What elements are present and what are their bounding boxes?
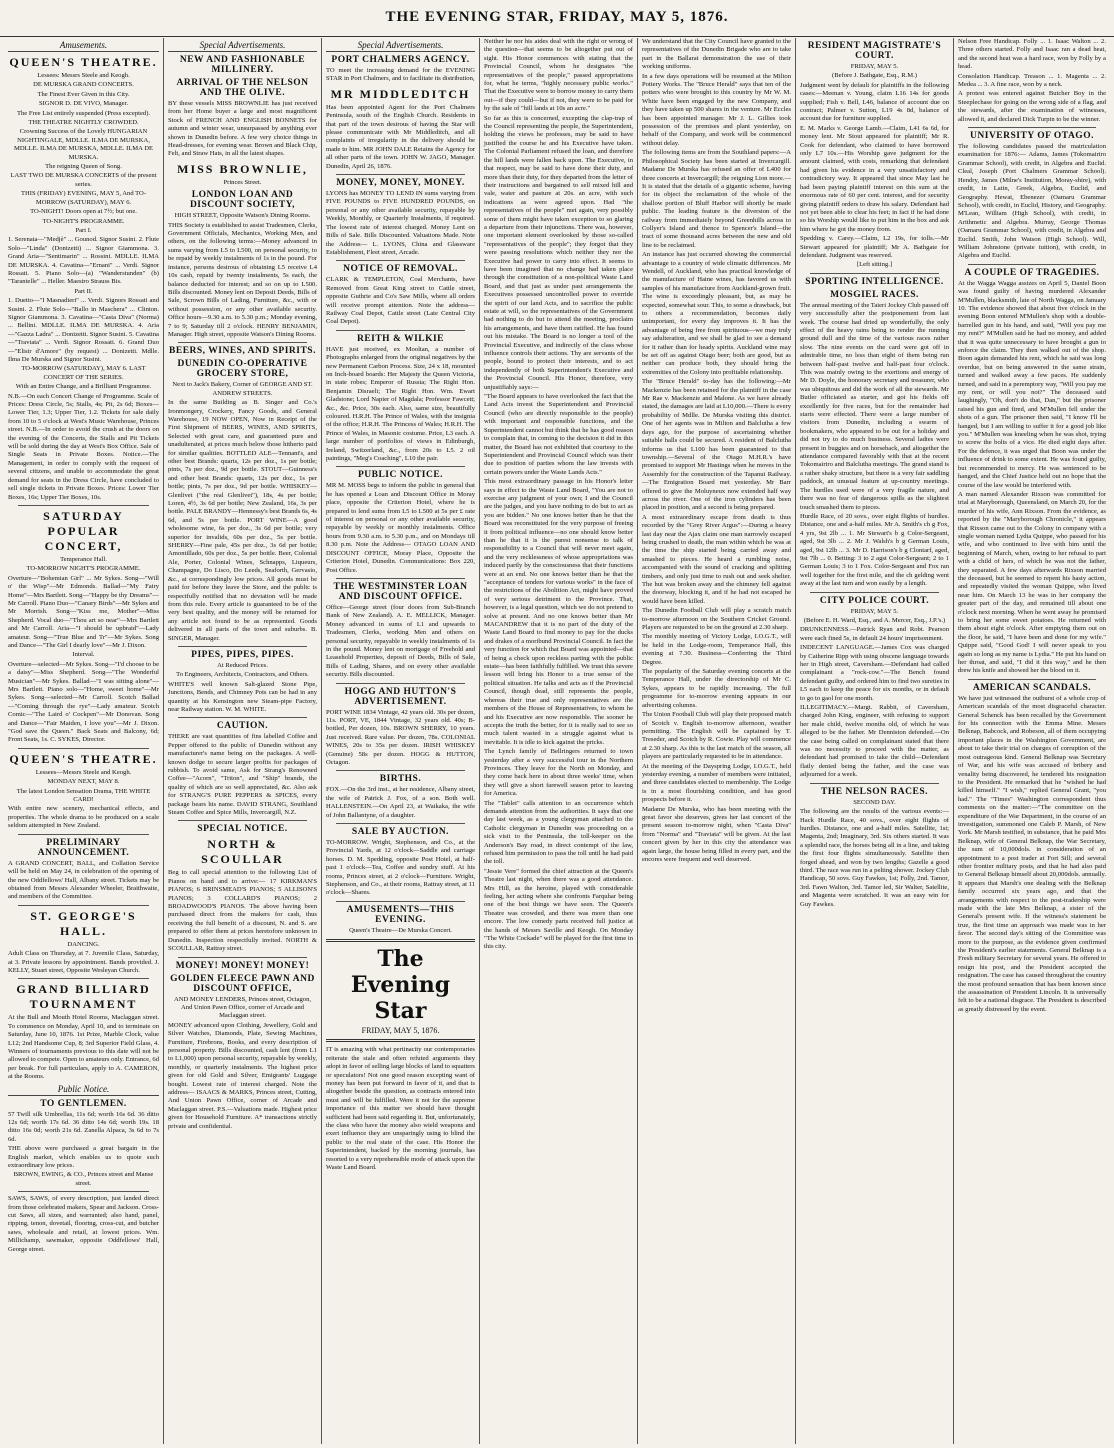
paragraph: We understand that the City Council have granted to the representatives of the Dunedin Brigade who are to take part in the Ballarat demonstration the use of their working uniforms. xyxy=(642,38,791,71)
paragraph: THERE are vast quantities of fins labelled Coffee and Pepper offered to the public of Dunedin without any manufacturer's name being on the packages. A well-known dodge to secure larger profits for packages of rubbish. To avoid same, Ask for Strang's Renowned Coffee—"Acorn", "Triton", and "Ship" brands, the quality of which are so well appreciated, &c. Also ask for STRANG'S PURE PEPPERS & SPICES, every package bears his name. DAVID STRANG, Southland Steam Coffee and Spice Mills, Invercargill, N.Z. xyxy=(168,733,317,817)
paragraph: DRUNKENNESS.—Patrick Ryan and Robt. Pearson were each fined 5s, in default 24 hours' imprisonment. xyxy=(800,626,949,642)
paragraph: The Dunedin Football Club will play a scratch match to-morrow afternoon on the Southern Cricket Ground. Players are requested to be on the ground at 2.30 sharp. xyxy=(642,607,791,632)
article-heading: SALE BY AUCTION. xyxy=(351,827,450,838)
divider xyxy=(336,823,465,824)
paragraph: 1. Serenata—"Medjè" ... Gounod. Signor Susini. 2. Flute Solo—"Linda" (Donizetti) ... Signor Giammona. 3. Grand Aria—"Sentimarin" ... Rossini. MDLLE. ILMA DE MURSKA. 4. Cavatina—"Ernani" ... Verdi. Signor Rossati. 5. Piano Solo—(a) "Wanderstunden" (b) "Tarantelle" ... Heller. Maestro Strauss Bis. xyxy=(8,236,159,286)
paragraph: FOX.—On the 3rd inst., at her residence, Albany street, the wife of Patrick J. Fox, of a son. Both well. HALLENSTEIN.—On April 23, at Waikaka, the wife of John Ballantyne, of a daughter. xyxy=(326,786,475,819)
article-heading: BIRTHS. xyxy=(379,774,422,785)
paragraph: At the meeting of the Dayspring Lodge, I.O.G.T., held yesterday evening, a number of members were initiated, and three candidates elected to membership. The Lodge is in a most flourishing condition, and has good prospects before it. xyxy=(642,762,791,804)
centered-line: The Finest Ever Given in this City. xyxy=(37,90,130,98)
paragraph: Beg to call special attention to the following List of Pianos on hand and to arrive:— 17 KIRKMAN'S PIANOS; 6 BRINSMEAD'S PIANOS; 5 ALLISON'S PIANOS; 3 COLLARD'S PIANOS; 2 BROADWOOD'S PIANOS. The above having been purchased direct from the makers for cash, thus receiving the full benefit of a discount, N. and S. are prepared to offer them at prices heretofore unknown in Dunedin. Inspection respectfully invited. NORTH & SCOULLAR, Rattray street. xyxy=(168,869,317,953)
centered-line: TO-MORROW (SATURDAY), MAY 6. LAST CONCERT OF THE SERIES. xyxy=(21,365,146,381)
masthead-title: THE EVENING STAR, FRIDAY, MAY 5, 1876. xyxy=(385,9,729,25)
paragraph: An instance has just occurred showing the commercial advantage to a country of wide climatic differences. Mr Wendell, of Auckland, who has practical knowledge of the manufacture of Haine wines, has favored us with samples of his manufacture from Auckland-grown fruit. The wine is exceedingly pleasant, but, as may be expected, somewhat sour. This, to some a drawback, but to others a recommendation, becomes daily unimportant, for every day improves it. It has the advantage of being free from spirituous—we may truly say adulteration, and we shall be glad to see a demand for it rather than for heady spirits. Auckland wine may be set off as against Otago beer; both are good, but as neither can produce both, they should bring the extremities of the Colony into profitable relationship. xyxy=(642,251,791,376)
paragraph: The "Bruce Herald" to-day has the following:—Mr Mackenzie has been retained for the plaintiff in the case Mr Rae v. Mackenzie and Malone. As we have already stated, the damages are laid at L10,000.—There is every probability of Mdlle. De Murska visiting this district. One of her agents was in Milton and Balclutha a few days ago, for the purpose of ascertaining whether suitable halls could be secured. A resident of Balclutha informs us that L100 has been guaranteed to that township.—Several of the Otago M.H.R.'s have promised to support Mr Hastings when he moves in the Assembly for the construction of the Tapanui Railway.—The Emigration Board met yesterday. Mr Barr offered to give the Moluyneux now extended half way across the river. One of the iron cylinders has been placed in position, and a second is being prepared. xyxy=(642,378,791,512)
paragraph: Madame De Murska, who has been meeting with the great favor she deserves, gives her last concert of the present season to-morrow night, when "Casta Diva" from "Norma" and "Traviata" will be given. At the last concert given by her in this city the attendance was again large, the house being filled in every part, and the encores were frequent and well deserved. xyxy=(642,805,791,863)
paragraph: PORT WINE 1834 Vintage, 42 years old. 30s per dozen, 11s. PORT, VE, 1844 Vintage, 32 years old. 40s; B-bottled, Per dozen, 10s. BROWN SHERRY, 10 years. Just received. Rare value. Per dozen, 78s. COLONIAL WINES, 20s to 35s per dozen. IRISH WHISKEY (Genuine) 58s per dozen. HOGG & HUTTON, Octagon. xyxy=(326,708,476,766)
article-heading: BEERS, WINES, AND SPIRITS. xyxy=(169,346,316,357)
paragraph: Judgment went by default for plaintiffs in the following cases:—Meenan v. Young, claim L16 14s for goods supplied; Fish v. Bell, L46, balance of account due on contract; Palmer v. Sutton, L19 4s 8d, balance of account due for furniture supplied. xyxy=(800,81,949,123)
centered-line: (Before J. Bathgate, Esq., R.M.) xyxy=(832,72,917,80)
divider xyxy=(18,505,149,506)
centered-line: Princes Street. xyxy=(223,178,262,186)
centered-line: THIS (FRIDAY) EVENING, MAY 5, And TO-MORROW (SATURDAY), MAY 6. xyxy=(20,190,147,206)
paragraph: CLARK & TEMPLETON, Coal Merchants, have Removed from Great King street to Cattle street, opposite Guthrie and Co's Saw Mills, where all orders will receive prompt attention. Note the address— Railway Coal Depot, Cattle street (Late Central City Coal Depot). xyxy=(326,276,475,326)
divider xyxy=(810,783,939,784)
divider xyxy=(336,330,465,331)
divider xyxy=(178,957,307,958)
paragraph: "Jessie Vere" formed the chief attraction at the Queen's Theatre last night, when there was a good attendance. Mrs Hill, as the heroine, played with considerable feeling, her acting where she confronts Farquhar being one of the best things we have seen. The Queen's Theatre was crowded, and there was more than one encore. The low comedy parts received full justice at the hands of Messrs Saville and Keogh. On Monday "The White Cockade" will be played for the first time in this city. xyxy=(484,867,633,951)
centered-line: Next to Jack's Bakery, Corner of GEORGE AND ST. ANDREW STREETS. xyxy=(172,381,313,397)
paragraph: HAVE just received, ex Mooltan, a number of Photographs enlarged from the original negatives by the new Permanent Carbon Process. Size, 24 x 18, mounted on Inch-board boards: Her Majesty the Queen Victoria, in state robes; Emperor of Russia; The Right Hon. Benjamin Disraeli; The Right Hon. Wm. Ewart Gladstone; Lord Napier of Magdala; Professor Fawcett; &c., &c. Price, 30s each. Also, same size, beautifully coloured. H.R.H. The Prince of Wales, with the insignia of the office; H.R.H. The Princess of Wales; H.R.H. The Prince of Wales, in Masonic costume. Price, L3 each. A large number of portfolios of views in Edinburgh, Ireland, Switzerland, &c., from 20s to L5. 2 oil paintings, "Meg's Coaching", L10 the pair. xyxy=(326,345,475,463)
advert-heading: MR MIDDLEDITCH xyxy=(330,86,471,101)
centered-line: SECOND DAY. xyxy=(853,798,896,806)
paragraph: MR M. MOSS begs to inform the public in general that he has opened a Loan and Discount Office in Moray place, opposite the Criterion Hotel, where he is prepared to lend sums from L5 to L500 at 5s per £ rate of interest on personal or any other available security, repayable by weekly or monthly instalments. Office hours from 9.30 a.m. to 5.30 p.m., and on Mondays till 8.30 p.m. Note the Address— OTAGO LOAN AND DISCOUNT OFFICE, Moray Place, Opposite the Criterion Hotel, Dunedin. Communications: Box 220, Post Office. xyxy=(326,482,475,574)
centered-line: Temperance Hall. xyxy=(60,555,107,563)
centered-line: [Left sitting.] xyxy=(856,261,893,269)
centered-line: With an Entire Change, and a Brilliant Programme. xyxy=(15,383,152,391)
column-5 xyxy=(638,38,796,1444)
article-heading: MOSGIEL RACES. xyxy=(830,289,919,300)
paragraph: LYONS has MONEY TO LEND IN sums varying from FIVE POUNDS to FIVE HUNDRED POUNDS, on personal or any other available security, repayable by Weekly, Monthly, or Quarterly Instalments, if required. The lowest rate of interest charged. Money Lent on Bills of Sale. Bills Discounted. Valuations Made. Note the Address— L. LYONS, China and Glassware Establishment, Fleet street, Arcade. xyxy=(326,190,475,256)
paragraph: The following are the results of the various events:— Hack Hurdle Race, 40 sovs., over eight flights of hurdles. Distance, one and a-half miles. Satellite, 1st; Magenta, 2nd; Imaginary, 3rd. Six others started. It was a splendid race, the horses being all in a line, and taking the first four flights simultaneously. Satellite then forged ahead, and won by two lengths; Gazelle a good third. The race was run in a pelting shower. Jockey Club Handicap, 50 sovs. Guy Fawkes, 1st; Folly, 2nd. Tamor, 3rd. Fawn Walton, 3rd. Tamor led, Sir Walter, Satellite, and Magenta were scratched. It was an easy win for Guy Fawkes. xyxy=(800,808,949,908)
centered-line: Part I. xyxy=(75,226,92,234)
paragraph: In a few days operations will be resumed at the Milton Pottery Works. The "Bruce Herald" says that ten of the potters who were brought to this country by Mr W. M. White have been engaged by the new Company, and they have taken up 500 shares in the venture. Mr Eccles has been appointed manager. Mr J. L. Gillies took possession of the premises and plant yesterday, on behalf of the Company, and work will be commenced without delay. xyxy=(642,72,791,147)
divider xyxy=(18,978,149,979)
article-heading: PIPES, PIPES, PIPES. xyxy=(191,649,294,660)
paragraph: MONEY advanced upon Clothing, Jewellery, Gold and Silver Watches, Diamonds, Plate, Sewing Machines, Furniture, Firebrons, Books, and every description of personal property. Bills discounted, cash lent (from L1 to L1,000) upon personal security, repayable by weekly, monthly, or quarterly instalments. The highest price given for old Gold and Silver, Emigrants' Luggage bought. Lowest rate of interest charged. Note the address— ISAACS & MARKS, Princes street, Cutting, And Union Pawn Office, corner of Arcade and Maclaggan street. P.S.—Valuations made. Highest price given for Household Furniture. A* transactions strictly private and confidential. xyxy=(168,1021,317,1130)
divider xyxy=(336,260,465,261)
paragraph: N.B.—On each Concert Change of Programme. Scale of Prices: Dress Circle, 5s; Stalls, 4s; Pit, 2s 6d; Boxes—Lower Tier, 1.3; Upper Tier, 1.2. Tickets for sale daily from 10 to 5 o'clock at West's Music Warehouse, Princes street. N.B.—In order to avoid the crush at the doors on the evening of the Concerts, the Stalls and Pit Tickets will be sold during the day at West's Box Office. Sale of Single Seats in Private Boxes. Notice.—The Management, in order to comply with the request of several citizens, and unable to accommodate the great demand for seats in the Dress Circle, have concluded to sell single tickets in Private Boxes. Prices: Lower Tier Boxes, 16s; Upper Tier Boxes, 10s. xyxy=(8,392,159,501)
divider xyxy=(336,901,465,902)
divider xyxy=(178,820,307,821)
paragraph: Overture—"Bohemian Girl" ... Mr Sykes. Song—"Will o' the Wisp"—Mr Edmonds. Ballad—"My Fairy Home"—Mrs Bartlett. Song—"Happy be thy Dreams"—Mr Carroll. Piano Duo—"Canary Birds"—Mr Sykes and Mr Morrish. Song—"Kiss me, Mother"—Miss Shepherd. Vocal duo—"Thou art so near"—Mrs Bartlett and Mr Carroll. Aria—"I should be upbraid"—Lady amateur. Song—"True Blue and Tr"—Mr Sykes. Song and Dance—"The Girl I dearly love"—Mr J. Dixon. xyxy=(8,574,159,649)
article-heading: PUBLIC NOTICE. xyxy=(357,470,444,481)
centered-line: Interval. xyxy=(72,651,95,659)
centered-line: Lessees—Messrs Steele and Keogh. xyxy=(35,768,132,776)
column-1 xyxy=(4,38,164,1444)
centered-line: LAST TWO DE MURSKA CONCERTS of the present series. xyxy=(10,172,157,188)
paragraph: Office—George street (four doors from Sub-Branch Bank of New Zealand). A. E. MELLICK, Manager. Money advanced in sums of L1 and upwards to Tradesmen, Clerks, working Men and others on personal security, repayable in weekly instalments of 1s in the pound. Money lent on mortgage of Freehold and Leasehold Properties, deposit of Deeds, Bills of Sale, Bills of Lading, Shares, and on every other available security. Bills discounted. xyxy=(326,603,475,679)
paragraph: With entire new scenery, mechanical effects, and properties. The whole drama to be produced on a scale seldom attempted in New Zealand. xyxy=(8,805,159,830)
article-heading: A COUPLE OF TRAGEDIES. xyxy=(964,267,1100,278)
divider xyxy=(336,578,465,579)
divider xyxy=(18,748,149,749)
paragraph: A protest was entered against Butcher Boy in the Steeplechase for going on the wrong side of a flag, and the stewards, after the examination of witnesses, allowed it, and declared Dick Turpin to be the winner. xyxy=(958,90,1106,123)
centered-line: BROWN, EWING, & CO., Princes street and Manse street. xyxy=(13,1171,154,1187)
paragraph: In the same Building as B. Singer and Co.'s Ironmongery, Crockery, Fancy Goods, and General Warehouse, 19 NOW OPEN, Now in Receipt of the First Shipment of BEERS, WINES, AND SPIRITS, Selected with great care, and guaranteed pure and unadulterated, at prices much below those hitherto paid for similar qualities. BOTTLED ALE—Tennant's, and other best Brands: quarts, 12s per doz., 1s per bottle; pints, 7s per doz., 9d per bottle. STOUT—Guinness's and other best Brands: quarts, 12s per doz., 1s per bottle; pints, 7s per doz., 9d per bottle. WHISKEY—Glenlivet ("the real Glenlivet"), 18s, 4s per bottle; Loren, 4½, 3s 6d per bottle; New Zealand, 16s, 3s per bottle. PALE BRANDY—Hennessy's best Brands 6s, 4s 6d, and 5s per bottle. PORT WINE—A good wholesome wine, 6s per doz., 3s 6d per bottle; very superior for invalids, 60s per doz., 5s per bottle. SHERRY—Fine pale, 45s per doz., 3s 6d per bottle; Amontillado, 60s per doz., 5s per bottle. Beer, Colonial Ale, Porter, Colonial Wines, Schnapps, Liqueurs, Champagne, Do Lisco, Do Leeds, Seaforth, Gervasio, &c., at correspondingly low prices. All goods must be paid for before they leave the Store, and the public is respectfully notified that no deviation will be made from this rule. Every article is guaranteed to be of the very best quality, and the money will be returned for any article not found to be as represented. Goods delivered in all parts of the town and suburbs. B. SINGER, Manager. xyxy=(168,399,317,642)
paragraph: E. M. Marks v. George Lamb.—Claim, L41 6s 6d, for money lent. Mr Stout appeared for plaintiff; Mr R. Cook for defendant, who claimed to have borrowed only L7 10s.—His Worship gave judgment for the amount claimed, with costs, remarking that defendant had given his evidence in a very unsatisfactory and contradictory way. It appeared that since May last he had been paying plaintiff interest on this sum at the enormous rate of 60 per cent. interest, and for security giving plaintiff orders to draw his salary. Defendant had not yet been able to clear his feet; in fact if he had done so his Worship would like to put him in the box and ask him where he got the money from. xyxy=(800,124,949,233)
article-heading: RESIDENT MAGISTRATE'S COURT. xyxy=(807,41,942,61)
article-heading: PORT CHALMERS AGENCY. xyxy=(331,55,470,65)
paragraph: The annual meeting of the Taieri Jockey Club passed off very successfully after the postponement from last week. The course had dried up wonderfully, the only effect of the heavy rains being to render the running ground dull and the time of the various races rather slow. The nine events on the card were got off in admirable time, no less than eight of them being run between half-past twelve and half-past four o'clock. This was mainly owing to the exertions and energy of Mr D. Doyle, the honorary secretary and treasurer, who was ubiquitous and did the work of all the stewards. Mr Butler officiated as starter, and got his fields off excellently for five races, but for the remainder had starts were effected. There were a large number of visitors from Dunedin, including a swarm of bookmakers, who appeared to be out for a holiday and did not try to do much business. Several ladies were present in buggies and on horseback, and altogether the attendance compared favorably with that at the recent Tokomairiro and Balclutha meetings. The grand stand is a rather shaky structure, but there is a very fair saddling paddock, an unusual feature at up-country meetings. The hurdles used were of a very fragile nature, and there was no fear of dangerous spills as the slightest touch smashed them to pieces. xyxy=(800,301,949,511)
paragraph: Adult Class on Thursday, at 7. Juvenile Class, Saturday, at 3. Private lessons by appointment. Bands provided. J. KELLY, Stuart street, Opposite Wesleyan Church. xyxy=(8,950,159,974)
centered-line: FRIDAY, MAY 5. xyxy=(850,63,899,70)
paragraph: INDECENT LANGUAGE.—James Cox was charged by Catherine Ripp with using obscene language towards her in High street, Caversham.—Defendant had called complainant a "rock-cow."—The Bench found defendant guilty, and ordered him to find two sureties in L5 each to keep the peace for six months, or in default to go to gaol for one month. xyxy=(800,644,949,702)
paragraph: A GRAND CONCERT, BALL, and Collation Service will be held on May 24, in celebration of the opening of the new Oddfellows' Hall, Albany street. Tickets may be obtained from Messrs Alexander Wheeler, Braithwaite, and members of the Committee. xyxy=(8,859,159,901)
article-heading: PRELIMINARY ANNOUNCEMENT. xyxy=(37,837,130,858)
divider xyxy=(968,679,1096,680)
paragraph: A most extraordinary escape from death is thus recorded by the "Grey River Argus":—During a heavy last day near the Ajax claim one man narrowly escaped being crushed to death, the man within which he was at the time the ship started being carried away and smashed to pieces. He heard a rumbling noise, accompanied with the sound of cracking and splitting timbers, and only just time to rush out and seek shelter. The hut was broken away and the chimney fell against the doorway, blocking it, and if he had not escaped he would have been killed. xyxy=(642,513,791,605)
article-heading: THE WESTMINSTER LOAN AND DISCOUNT OFFICE. xyxy=(333,581,468,602)
divider xyxy=(810,592,939,593)
centered-line: TO-NIGHT! Doors open at 7½; but one. xyxy=(30,208,137,216)
paragraph: The monthly meeting of Victory Lodge, I.O.G.T., will be held in the Lodge-room, Temperance Hall, this evening at 7.30. Business—Conferring the Third Degree. xyxy=(642,633,791,666)
paragraph: Neither he nor his aides deal with the right or wrong of the question—that seems to be altogether put out of sight. His Honor commences with stating that the Provincial Council, whom he designates "the representatives of the people," passed appropriations for, what he terms, "highly necessary public works." That the Executive were to borrow money to carry them out—if they could—but if not, they were to be paid for by the sale of "hill lands at 10s an acre." xyxy=(484,38,633,113)
divider xyxy=(336,466,465,467)
centered-line: The reigning Queen of Song. xyxy=(45,163,122,171)
paragraph: The following candidates passed the matriculation examination for 1876:— Adams, James (Tokomairiro Grammar School), with credit, in Algebra and Euclid. Cleal, Joseph (Port Chalmers Grammar School). Hendry, James (Milne's Institution, Moray-shire), with credit, in Latin, Greek, Algebra, Euclid, and Geography. Hewat, Ebenezer (Oamaru Grammar School), with credit, in Euclid, History, and Geography. M'Lean, William (High School), with credit, in Arithmetic and Algebra. Murray, George Thomas (Oamaru Grammar School), with credit, in Algebra and Euclid. Smith, John Watson (High School). Will, William Johnstone (private tuition), with credit, in Algebra and Euclid. xyxy=(958,143,1106,260)
centered-line: (Before E. H. Ward, Esq., and A. Mercer, Esq., J.P.'s.) xyxy=(803,616,946,624)
article-heading: SPORTING INTELLIGENCE. xyxy=(805,276,944,287)
centered-line: Lessees: Messrs Steele and Keogh. xyxy=(37,72,130,79)
paragraph: THE above were purchased a great bargain in the English market, which enables us to quote such extraordinary low prices. xyxy=(8,1145,159,1170)
newspaper-nameplate: The Evening Star xyxy=(350,946,451,1025)
paragraph: 1. Duetto—"I Masnadieri" ... Verdi. Signors Rossati and Susini. 2. Flute Solo—"Ballo in Maschera" ... Clinton. Signor Giammona. 3. Cavatina—"Casta Diva" (Norma) ... Bellini. MDLLE. ILMA DE MURSKA. 4. Aria—"Gazza Ladra" ... Donizetti. Signor Susini. 5. Cavatina—"Traviata" ... Verdi. Signor Rossati. 6. Grand Duo—"Elisir d'Amore" (by request) ... Donizetti. Mdlle. Ilma De Murska and Signor Susini. xyxy=(8,297,159,363)
centered-line: The Free List entirely suspended (Press excepted). xyxy=(16,109,151,117)
paragraph: This most extraordinary passage in his Honor's letter says in effect to the Waste Land Board, "You are not to exercise any judgment of your own; I and the Council are the judges, and you have nothing to do but to act as you are bidden." No one knows better than he that the Board was reconstituted for the very purpose of freeing it from political influence—no one should know better than he that it is the purest nonsense to talk of responsibility to a Council that will never meet again, and the very recklessness of whose appropriations was induced partly by the consciousness that their functions were at an end. No one knows better than he that the "acceptance of tenders for various works" in the face of the restrictions of the Abolition Act, might have proved of very serious detriment to the Province. That, however, is a legal question, which we do not pretend to solve at present. And no one knows better than Mr MACANDREW that it is no part of the duty of the Waste Land Board to find money to pay for the ducks and drakes of a moribund Provincial Council. In fact the very function for which that Board was appointed—that of being a check upon reckless parting with the public estate—has been faithfully fulfilled. We trust this severe lesson will bring his Honor to a true sense of the political situation. He talks and acts as if the Provincial Council, though dead, still represents the people, whereas their true and only representatives are the members of the House of Representatives, to whom he and his Executive are now responsible. The sooner he accepts the truth the better, for it is really sad to see so much talent wasted in a struggle against what is inevitable. It is idle to kick against the pricks. xyxy=(484,478,633,746)
paragraph: WHITE'S well known Salt-glazed Stone Pipe, Junctions, Bends, and Chimney Pots can be had in any quantity at his Kensington new Steam-pipe Factory, near Railway station. W. M. WHITE. xyxy=(168,680,317,713)
paragraph: The Union Football Club will play their proposed match of Scotch v. English to-morrow afternoon, weather permitting. The English will be captained by T. Treseder, and Scotch by R. Cowie. Play will commence at 2.30 sharp. As this is the last match of the season, all players are particularly requested to be in attendance. xyxy=(642,711,791,761)
centered-line: TO-NIGHT'S PROGRAMME. xyxy=(42,217,125,225)
centered-line: Part II. xyxy=(74,287,93,295)
article-heading: UNIVERSITY OF OTAGO. xyxy=(970,131,1094,142)
paragraph: "The Board appears to have overlooked the fact that the Land Acts invest the Superintendent and Provincial Council (who are directly responsible to the people) with important and responsible functions, and the Superintendent cannot but think that he has good reason to complain that, in coming to the decision it did in this matter, the Board has not exhibited that courtesy to the Superintendent and Provincial Council which was their due to position of parties whom the law invests with certain powers under the Waste Lands Acts." xyxy=(484,393,633,476)
paragraph: The "Tablet" calls attention to an occurrence which demands attention from the authorities. It says that one day last week, as a young clergyman attached to the Catholic clergyman in Dunedin was proceeding on a sick visit to the Peninsula, the toll-keeper on the Anderson's Bay road, in direct contempt of the law, refused him permission to pass the toll until he had paid the toll. xyxy=(484,799,633,866)
centered-line: Crowning Success of the Lovely HUNGARIAN NIGHTINGALE, MDLLE. ILMA DE MURSKA, MDLLE. ILMA DE MURSKA, MDLLE. ILMA DE MURSKA. xyxy=(13,128,153,161)
centered-line: At Reduced Prices. xyxy=(217,661,268,669)
divider xyxy=(336,683,465,684)
paragraph: ILLEGITIMACY.—Margt. Rabbit, of Caversham, charged John King, engineer, with refusing to support her male child, twelve months old, of which he was alleged to be the father. Mr Denniston defended.—On the case being called on complainant stated that there was no necessity to proceed with the matter, as defendant had promised to take the child—Defendant flatly denied being the father, and the case was adjourned for a week. xyxy=(800,704,949,779)
divider xyxy=(178,646,307,647)
double-divider xyxy=(326,939,475,942)
article-heading: MONEY! MONEY! MONEY! xyxy=(175,960,310,971)
paragraph: So far as this is concerned, excepting the clap-trap of the Council representing the people, the Superintendent, holding the views he professes, may be said to have justified the course he and his Executive have taken. The Colonial Parliament refused the loan, and therefore the hill lands were fallen back upon. The Executive, in that respect, may be said to have done their duty, and more than their duty, for they departed from the letter of their instructions and bargained to sell mixed hill and vale, water and pasture at 20s. an acre, with such indications as were agreed upon. Had "the representatives of the people" met again, very possibly some of them might have taken exception to so glaring a departure from their injunctions. There was, however, one important element overlooked by those so-called "representatives of the people"; they forgot that they were passing resolutions which neither they nor the Executive had power to carry into effect. It seems to have been imagined that no change had taken place through the constitution of a non-political Waste Land Board, and that just as under past arrangements the Executives possessed uncontrolled power to override the spirit of our land Acts, and to sacrifice the public estate at will, so the representatives of the Government had nothing to do but to attend the meeting, proclaim his arrangements, and have them ratified. He has found out his mistake. The Board is no longer a tool of the Provincial Executive, and indirectly of the class whose influence controls their actions. Thy are servants of the people, bound to protect their interests, and to act independently of both Superintendent's Executive and the Provincial Council. His Honor, therefore, very unjustifiably says:— xyxy=(484,114,633,391)
divider xyxy=(18,1191,149,1192)
column-7 xyxy=(954,38,1110,1444)
article-heading: CAUTION. xyxy=(216,721,269,732)
article-heading: ARRIVAL OF THE NELSON AND THE OLIVE. xyxy=(176,78,309,98)
paragraph: At the Bull and Mouth Hotel Rooms, Maclaggan street. To commence on Monday, April 10, and to terminate on Saturday, June 10, 1876. 1st Prize, Marble Clock, value L12; 2nd Handsome Cup, 8; 3rd Superior Field Glass, 4. Winners of tournaments previous to this date will not be allowed to compete. Open to amateurs only. Entrance, 6d per break. For full particulars, apply to A. CAMERON, at the Rooms. xyxy=(8,1014,159,1081)
article-heading: DUNEDIN CO-OPERATIVE GROCERY STORE, xyxy=(177,359,308,380)
columns-container xyxy=(4,38,1110,1444)
advert-heading: QUEEN'S THEATRE. xyxy=(9,751,158,766)
article-heading: CITY POLICE COURT. xyxy=(819,595,930,606)
paragraph: A man named Alexander Rixson was committed for trial at Maryborough, Queensland, on March 20, for the murder of his wife, Ann Rixson. From the evidence, as reported by the "Maryborough Chronicle," it appears that Rixson came out to the Colony in company with a single woman named Lydia Quippe, who passed for his wife, and who continued to live with him until the beginning of March, when, owing to her refusal to part with a child of hers, of which he was not the father, they separated. A few days afterwards Rixson married the deceased, but he seemed to repent his hasty action, and repeatedly visited the woman Quippe, who lived near him. On March 13 he was in her company the greater part of the day, and remained till about one o'clock next morning. When he went away he promised to bring her some sweet potatoes. He returned with them about eight o'clock. After emptying them out on the floor, he said, "I have been and done for my wife." Quippe said, "Good God! I will never speak to you again so long as my name is Lydia." He put his hand on her throat, and said, "I did it this way," and he then drew his knife and showed her the blood on it. xyxy=(958,490,1106,675)
column-4 xyxy=(480,38,638,1444)
article-heading: HOGG AND HUTTON'S ADVERTISEMENT. xyxy=(344,686,457,707)
paragraph: TO meet the increasing demand for the EVENING STAR in Port Chalmers, and to facilitate its distribution, xyxy=(326,67,475,83)
divider xyxy=(810,273,939,274)
centered-line: FRIDAY, MAY 5. xyxy=(850,607,899,615)
paragraph: At the Wagga Wagga assizes on April 5, Daniel Boon was found guilty of having murdered Alexander M'Mullen, blacksmith, late of North Wagga, on January 10. The evidence showed that about five o'clock in the evening Boon entered M'Mullen's shop with a double-barrelled gun in his hand, and said, "Will you pay me my rent?" M'Mullen said he had no money, and added that it was quite unnecessary to have brought a gun to enforce the claim. They then walked out of the shop. Boon again demanded his rent, which he said was long overdue, but on being answered in the same strain, turned and walked away a few paces. He suddenly turned, and said in a peremptory way, "Will you pay me my rent, or will you not?" The deceased said laughingly, "Oh, don't do that, Dan," but the prisoner raised his gun and fired, and M'Mullen fell under the shots of a gun. The prisoner then said, "I know I'll be hanged, but I am willing to suffer it for a good job like you." M'Mullen was kneeling when he was shot, trying to screw the bolts of a vice. He died eight days after. For the defence, it was urged that Boon was under the influence of drink to some extent. He was found guilty, but recommended to mercy. He was sentenced to be hanged, and the Chief Justice held out no hope that the course of the law would be interfered with. xyxy=(958,279,1106,489)
centered-line: To Engineers, Architects, Contractors, and Others. xyxy=(176,671,309,679)
advert-heading: SATURDAY POPULAR CONCERT, xyxy=(43,508,124,553)
paragraph: The popularity of the Saturday evening concerts at the Temperance Hall, under the directorship of Mr C. Sykes, appears to be rapidly increasing. The full programme for to-morrow evening appears in our advertising columns. xyxy=(642,668,791,709)
article-heading: REITH & WILKIE xyxy=(356,333,445,344)
article-heading: GOLDEN FLEECE PAWN AND DISCOUNT OFFICE, xyxy=(170,973,315,994)
article-heading: NOTICE OF REMOVAL. xyxy=(343,264,458,275)
advert-heading: QUEEN'S THEATRE. xyxy=(9,55,158,69)
article-heading: AMUSEMENTS—THIS EVENING. xyxy=(346,904,455,925)
section-heading: Public Notice. xyxy=(8,1084,159,1096)
paragraph: THIS Society is established to assist Tradesmen, Clerks, Government Officials, Mechanics, Working Men, and others, on the following terms:—Money advanced in sums varying from L5 to L500, on personal security, to be repaid by weekly instalments of 1s in the pound. For instance, persons desirous of obtaining L5 receive L4 10s cash, repaid by twenty instalments, 5s each, the balance deducted for interest; and so on up to L500. Bills discounted. Money lent on Deposit Deeds, Bills of Sale, Scrown Bills of Lading, Furniture, &c., with or without possession, or any other available security. Office hours—9.30 a.m. to 5.30 p.m.; Monday evening, 7 to 9; Saturday till 2 o'clock. HENRY BENJAMIN, Manager. High street, opposite Watson's Dining Rooms. xyxy=(168,221,317,338)
column-3 xyxy=(322,38,480,1444)
centered-line: Queen's Theatre—De Murska Concert. xyxy=(349,926,452,934)
paragraph: The following items are from the Southland papers:—A Philosophical Society has been started at Invercargill. Madame De Murska has refused an offer of L400 for three concerts at Invercargill; the reigning Lion more.—It is stated that the details of a gigantic scheme, having for its object the reclamation of the whole of the shallow portion of Bluff Harbor will shortly be made public. The leading feature is the diversion of the railway from immediately beyond Greenhills across to Collyer's Island and thence to Spencer's Island—the tract of some thousand acres between the new and old line to be reclaimed. xyxy=(642,149,791,249)
centered-line: DANCING. xyxy=(67,940,100,948)
divider xyxy=(968,264,1096,265)
centered-line: The latest London Sensation Drama, THE WHITE CARD! xyxy=(16,787,151,804)
article-heading: NEW AND FASHIONABLE MILLINERY. xyxy=(179,55,306,75)
dateline: FRIDAY, MAY 5, 1876. xyxy=(361,1026,440,1036)
centered-line: MONDAY NEXT, MAY 8. xyxy=(47,778,120,786)
divider xyxy=(336,174,465,175)
article-heading: MONEY, MONEY, MONEY. xyxy=(336,178,465,189)
divider xyxy=(178,717,307,718)
paragraph: SAWS, SAWS, of every description, just landed direct from those celebrated makers, Spear and Jackson. Cross-cut Saws, all sizes, and warranted; also hand, panel, ripping, tenon, dovetail, flooring, cross-cut, and butcher saws, wholesale and retail, at lowest prices. Wm. Millichamp, sawmaker, opposite Oddfellows' Hall, George street. xyxy=(8,1195,159,1253)
paragraph: IT is amazing with what pertinacity our contemporaries reiterate the stale and often refuted arguments they adopt in favor of selling large blocks of land to squatters or speculators! Not one good reason excepting want of money has been put forward in favor of it, and that is altogether beside the question, as contracts entered into must and will be fulfilled. Were it not for the supreme importance of this matter we should have thought sufficient had been said regarding it. But, unfortunately, the class who have the money also wield weapons and exert influence they are unsparingly using to blind the public to the real state of the case. His Honor the Superintendent, backed by the morning journals, has resorted to a very reprehensible mode of attack upon the Waste Land Board. xyxy=(326,1046,475,1171)
paragraph: Nelson Free Handicap. Folly ... 1. Isaac Walton ... 2. Three others started. Folly and Isaac ran a dead heat, and the second heat was a hard race, won by Folly by a head. xyxy=(958,38,1106,71)
advert-heading: NORTH & SCOULLAR xyxy=(201,837,284,867)
paragraph: TO-MORROW. Wright, Stephenson, and Co., at the Provincial Yards, at 12 o'clock—Saddle and carriage horses. D. M. Spedding, opposite Post Hotel, at half-past 1 o'clock—Tea, Coffee and sundry stuff. At his rooms, Princes street, at 2 o'clock—Furniture. Wright, Stephenson, and Co., at their rooms, Rattray street, at 11 o'clock—Shares. xyxy=(326,839,475,897)
article-heading: LONDON LOAN AND DISCOUNT SOCIETY, xyxy=(189,190,296,211)
paragraph: The Lynch family of Bellringers returned to town yesterday after a very successful tour in the Northern Provinces. They leave for the North on Monday, and they come back here in about three weeks' time, when they will give a short farewell season prior to leaving for America. xyxy=(484,748,633,798)
section-heading: Special Advertisements. xyxy=(326,40,475,52)
paragraph: Spedding v. Carey.—Claim, L2 19s, for tolls.—Mr Stewart appeared for plaintiff; Mr A. Bathgate for defendant. Judgment was reserved. xyxy=(800,235,949,259)
centered-line: TO-MORROW NIGHT'S PROGRAMME. xyxy=(26,565,141,573)
article-heading: TO GENTLEMEN. xyxy=(40,1098,127,1109)
advert-heading: GRAND BILLIARD TOURNAMENT xyxy=(16,982,151,1012)
centered-line: HIGH STREET, Opposite Watson's Dining Rooms. xyxy=(174,212,311,220)
article-heading: THE NELSON RACES. xyxy=(821,786,928,797)
advert-heading: MISS BROWNLIE, xyxy=(177,161,308,176)
paragraph: Has been appointed Agent for the Port Chalmers Peninsula, south of the English Church. Residents in that part of the town desirous of having the Star will please communicate with Mr Middleditch, and all complaints of irregularity in the delivery should be made to him. MR JOHN DALE Retains the Agency for all other parts of the town. JOHN W. JAGO, Manager. Dunedin, April 26, 1876. xyxy=(326,103,475,170)
paragraph: We have just witnessed the outburst of a whole crop of American scandals of the most disgraceful character. General Schenck has been recalled by the Government for his connection with the Emma Mine. Messrs Belknap, Babcock, and Robeson, all of them occupying important places in the Washington Government, are about to take their trial on charges of corruption of the most outrageous kind. General Belknap was Secretary of War, and his wife was accused of bribery and venality being discovered, he tendered his resignation to the President. He remarked that he "wished he had killed himself." "I wish," replied General Grant, "you had." The "Times" Washington correspondent thus comments on the matter:—"The committee on the expenditure of the War Department, in the course of an investigation, summoned one Caleb P. Marsh, of New York. Mr Marsh testified, in substance, that he paid Mrs Belknap, wife of General Belknap, the War Secretary, the sum of 10,000dols. in consideration of an appointment to a post trader at Fort Sill; and several other frontier military posts, and that he had also paid to General Belknap himself about 20,000dols. annually. It appears that Marsh's one dealing with the Belknap family occurred six years ago, and that the arrangements with respect to the post-tradership were made with the late Mrs Belknap, a sister of the General's present wife. If the witness's statement be true, the first time an approach was made was in her favor. The second day's sitting of the Committee was more to the purpose, as the evidence given confirmed the President's earlier statements. General Belknap is a Fresh military Secretary for several years. He offered to resign his post, and the President accepted the resignation. The case has caused throughout the country the most profound sensation that has been known since the assassination of President Lincoln. It is universally felt to be a national disgrace. The President is described as greatly distressed by the event. xyxy=(958,694,1106,1013)
double-divider xyxy=(326,1039,475,1042)
divider xyxy=(178,342,307,343)
column-6 xyxy=(796,38,954,1444)
paragraph: Hurdle Race, of 20 sovs., over eight flights of hurdles. Distance, one and a-half miles. Mr A. Smith's ch g Fox, 4 yrs, 9st 2lb ... 1. Mr Stewart's b g Color-Sergeant, aged, 9st 3lb ... 2. Mr J. Walsh's b g German Louis, aged, 9st 12lb ... 3. Mr D. Harrison's b g Clontarf, aged, 9st 7lb ... 0. Betting: 3 to 2 agst Color-Sergeant; 2 to 1 German Louis; 3 to 1 Fox. Color-Sergeant and Fox ran well together for the first mile, and the ch gelding went away at the last turn and won easily by a length. xyxy=(800,512,949,588)
paragraph: Overture—selected—Mr Sykes. Song—"I'd choose to be a daisy"—Miss Shepherd. Song—"The Wonderful Musician"—Mr Sykes. Ballad—"I was sitting alone"—Mrs Bartlett. Piano solo—"Home, sweet home"—Mr Sykes. Song—selected—Mr Carroll. Scotch Ballad—"Coming through the rye"—Lady amateur. Scotch Comic—"The Laird o' Cockpen"—Mr Donovan. Song and Dance—"Fair Maiden, I love you"—Mr J. Dixon. "God save the Queen." Back Seats and Balcony, 6d; Front Seats, 1s. C. SYKES, Director. xyxy=(8,660,159,744)
article-heading: AMERICAN SCANDALS. xyxy=(972,682,1092,693)
section-heading: Amusements. xyxy=(8,40,159,52)
divider xyxy=(336,770,465,771)
centered-line: THE THEATRE NIGHTLY CROWDED. xyxy=(28,119,139,127)
centered-line: SIGNOR D. DE VIVO, Manager. xyxy=(38,100,129,108)
paragraph: 57 Twill silk Umbrellas, 11s 6d; worth 16s 6d. 36 ditto 12s 6d; worth 17s 6d. 36 ditto 14s 6d; worth 19s. 18 ditto 16s 0d; worth 21s 6d. Zanella Alpaca, 3s 6d to 7s 6d. xyxy=(8,1110,159,1143)
masthead xyxy=(0,0,1114,37)
advert-heading: ST. GEORGE'S HALL. xyxy=(30,908,137,938)
divider xyxy=(18,834,149,835)
column-2 xyxy=(164,38,322,1444)
centered-line: AND MONEY LENDERS, Princes street, Octagon, And Union Pawn Office, corner of Arcade and Maclaggan street. xyxy=(173,995,312,1020)
article-heading: SPECIAL NOTICE. xyxy=(197,824,288,835)
divider xyxy=(18,905,149,906)
paragraph: Consolation Handicap. Treason ... 1. Magenta ... 2. Medea ... 3. A fine race, won by a neck. xyxy=(958,72,1106,89)
section-heading: Special Advertisements. xyxy=(168,40,317,52)
paragraph: BY these vessels MISS BROWNLIE has just received from her Home buyer a large and most magnificent Stock of FRENCH AND ENGLISH BONNETS for autumn and winter wear, unsurpassed by anything ever shown in Dunedin before. A few very choice things in Head-dresses, for evening wear. Brown and Black Chip, Felt, and Straw Hats, in all the latest shapes. xyxy=(168,100,317,158)
centered-line: DE MURSKA GRAND CONCERTS. xyxy=(33,81,134,89)
divider xyxy=(968,127,1096,128)
